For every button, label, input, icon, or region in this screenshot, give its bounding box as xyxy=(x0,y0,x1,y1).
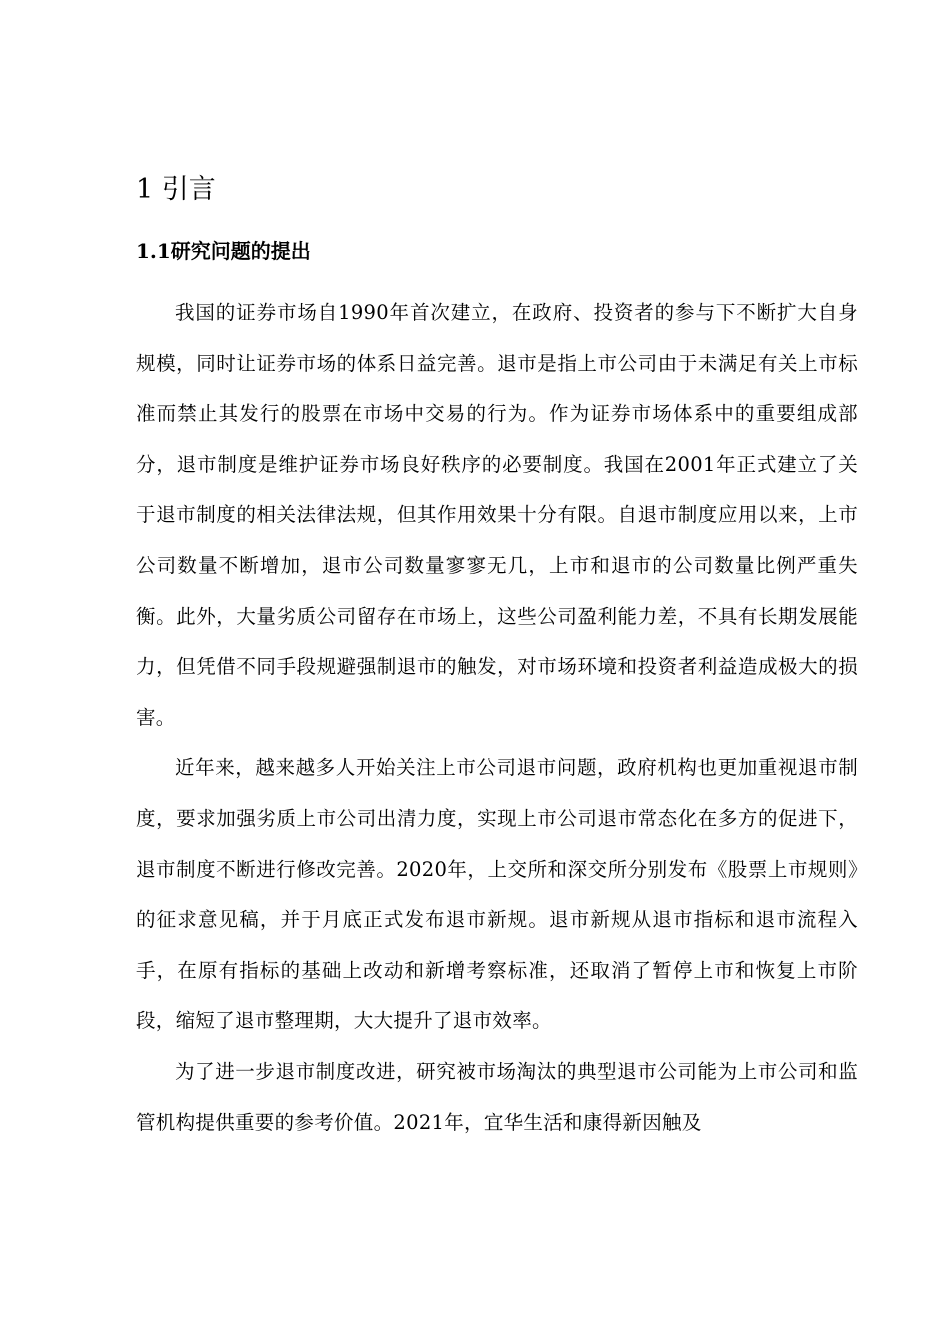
paragraph-3: 为了进一步退市制度改进，研究被市场淘汰的典型退市公司能为上市公司和监管机构提供重要的参考价值。2021年，宜华生活和康得新因触及 xyxy=(136,1059,858,1134)
paragraph-1: 我国的证券市场自1990年首次建立，在政府、投资者的参与下不断扩大自身规模，同时让证券市场的体系日益完善。退市是指上市公司由于未满足有关上市标准而禁止其发行的股票在市场中交易的行为。作为证券市场体系中的重要组成部分，退市制度是维护证券市场良好秩序的必要制度。我国在2001年正式建立了关于退市制度的相关法律法规，但其作用效果十分有限。自退市制度应用以来，上市公司数量不断增加，退市公司数量寥寥无几，上市和退市的公司数量比例严重失衡。此外，大量劣质公司留存在市场上，这些公司盈利能力差，不具有长期发展能力，但凭借不同手段规避强制退市的触发，对市场环境和投资者利益造成极大的损害。 xyxy=(136,301,858,729)
chapter-title: 1 引言 xyxy=(136,174,216,205)
section-title: 1.1研究问题的提出 xyxy=(136,239,311,263)
paragraph-2: 近年来，越来越多人开始关注上市公司退市问题，政府机构也更加重视退市制度，要求加强劣质上市公司出清力度，实现上市公司退市常态化在多方的促进下，退市制度不断进行修改完善。2020年，上交所和深交所分别发布《股票上市规则》的征求意见稿，并于月底正式发布退市新规。退市新规从退市指标和退市流程入手，在原有指标的基础上改动和新增考察标准，还取消了暂停上市和恢复上市阶段，缩短了退市整理期，大大提升了退市效率。 xyxy=(136,756,858,1033)
page-content xyxy=(136,168,858,1148)
